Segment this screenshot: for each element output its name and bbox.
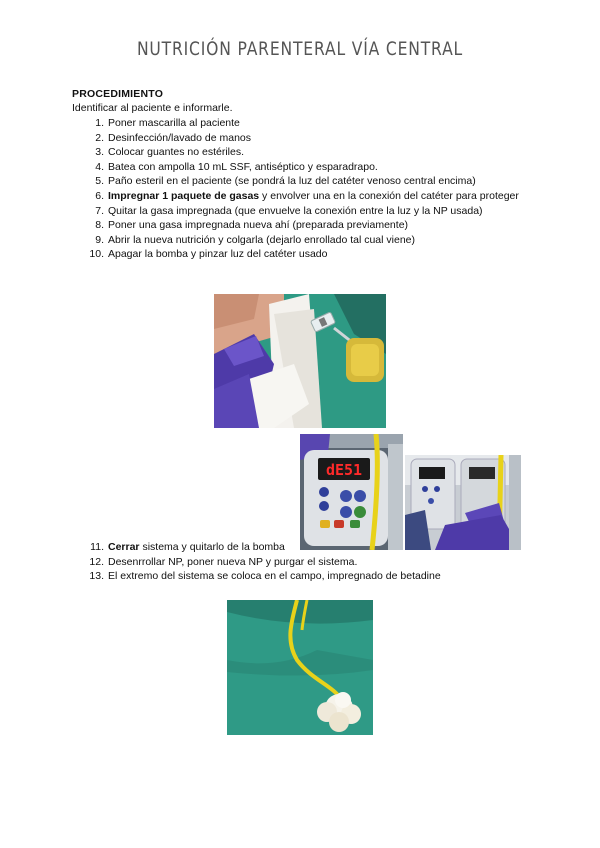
- step-bold-text: Cerrar: [108, 541, 140, 553]
- page-title: NUTRICIÓN PARENTERAL VÍA CENTRAL: [136, 38, 464, 60]
- step-number: 10.: [89, 248, 104, 261]
- step-number: 11.: [90, 541, 104, 553]
- pump-display-text: dE51: [325, 461, 363, 479]
- list-item: [89, 218, 519, 233]
- step-text: El extremo del sistema se coloca en el campo, impregnado de betadine: [108, 570, 441, 583]
- list-item: [89, 131, 519, 146]
- step-number: 1.: [95, 117, 104, 129]
- list-item: [89, 233, 519, 248]
- step-number: 4.: [95, 160, 104, 173]
- step-text: Apagar la bomba y pinzar luz del catéter usado: [108, 248, 328, 261]
- list-item: [89, 204, 519, 219]
- step-number: 2.: [95, 131, 104, 144]
- list-item: [89, 247, 519, 262]
- step-number: 6.: [95, 189, 104, 202]
- catheter-gauze-photo: [214, 294, 386, 428]
- step-text: Poner una gasa impregnada nueva ahí (preparada previamente): [108, 219, 409, 232]
- step-text: Batea con ampolla 10 mL SSF, antiséptico y esparadrapo.: [108, 160, 378, 173]
- step-number: 7.: [95, 204, 104, 217]
- step-number: 9.: [95, 233, 104, 246]
- infusion-pump-photo: [300, 434, 403, 550]
- section-heading: PROCEDIMIENTO: [72, 88, 164, 100]
- list-item: [89, 174, 519, 189]
- step-text: Colocar guantes no estériles.: [108, 146, 244, 159]
- list-item: [89, 540, 519, 555]
- step-text: Abrir la nueva nutrición y colgarla (dejarlo enrollado tal cual viene): [108, 233, 415, 246]
- step-text: Desenrrollar NP, poner nueva NP y purgar el sistema.: [108, 555, 358, 568]
- step-number: 8.: [95, 219, 104, 232]
- pump-tubing-hand-photo: [405, 455, 521, 550]
- list-item: [89, 160, 519, 175]
- step-text: Paño esteril en el paciente (se pondrá la luz del catéter venoso central encima): [108, 175, 476, 188]
- step-text: sistema y quitarlo de la bomba: [139, 541, 285, 553]
- list-item: [89, 145, 519, 160]
- steps-list-1: [89, 116, 519, 262]
- step-text: Desinfección/lavado de manos: [108, 131, 252, 144]
- list-item: [89, 555, 519, 570]
- step-text: y envolver una en la conexión del catéter para proteger: [259, 189, 519, 202]
- list-item: [89, 116, 519, 131]
- step-bold-text: Impregnar 1 paquete de gasas: [108, 189, 260, 202]
- intro-text: Identificar al paciente e informarle.: [72, 102, 233, 114]
- step-number: 5.: [95, 175, 104, 188]
- tube-end-betadine-photo: [227, 600, 373, 735]
- step-text: Poner mascarilla al paciente: [108, 117, 240, 129]
- step-number: 13.: [89, 570, 104, 583]
- step-text: Quitar la gasa impregnada (que envuelve la conexión entre la luz y la NP usada): [108, 204, 483, 217]
- list-item: [89, 189, 519, 204]
- list-item: [89, 569, 519, 584]
- steps-list-2: [89, 540, 519, 584]
- step-number: 3.: [95, 146, 104, 159]
- step-number: 12.: [89, 555, 104, 568]
